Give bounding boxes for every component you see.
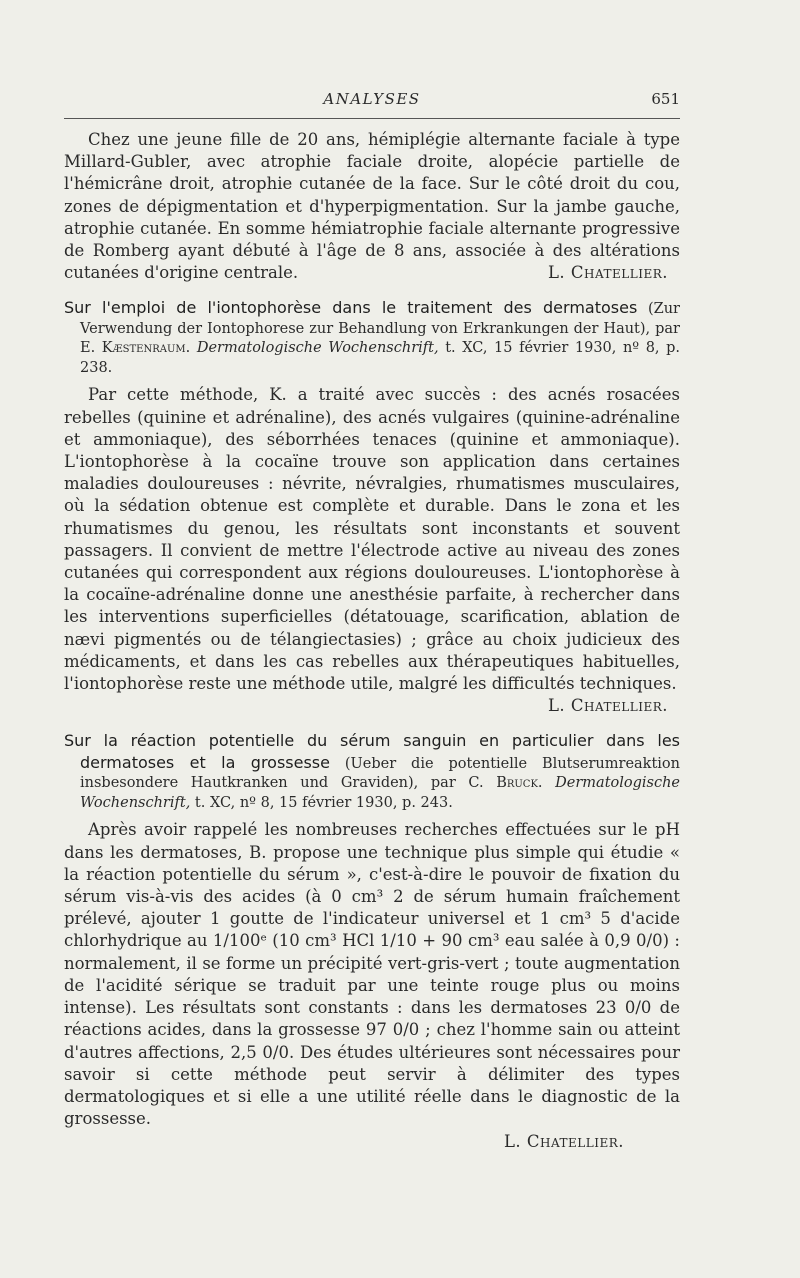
article-1-journal: Dermatologische Wochenschrift, xyxy=(196,340,439,357)
article-1-author: Kæstenraum. xyxy=(101,340,191,357)
article-1-body xyxy=(64,384,680,716)
article-2-journal: Dermatologische Wochenschrift, xyxy=(80,775,681,811)
article-2-body: Après avoir rappelé les nombreuses recherches effectuées sur le pH dans les dermatoses, B. propose une technique plus simple qui étudie « la réaction potentielle du sérum », c'est-à-dire le pouvoir de fixation du sérum vis-à-vis des acides (à 0 cm³ 2 de sérum humain fraîchement prélevé, ajouter 1 goutte de l'indicateur universel et 1 cm³ 5 d'acide chlorhydrique au 1/100ᵉ (10 cm³ HCl 1/10 + 90 cm³ eau salée à 0,9 0/0) : normalement, il se forme un précipité vert-gris-vert ; toute augmentation de l'acidité sérique se traduit par une teinte rouge plus ou moins intense). Les résultats sont constants : dans les dermatoses 23 0/0 de réactions acides, dans la grossesse 97 0/0 ; chez l'homme sain ou atteint d'autres affections, 2,5 0/0. Des études ultérieures sont nécessaires pour savoir si cette méthode peut servir à délimiter des types dermatologiques et si elle a une utilité réelle dans le diagnostic de la grossesse. xyxy=(64,820,680,1129)
article-1-heading xyxy=(64,298,680,378)
journal-page xyxy=(64,90,680,1151)
article-2-reference-prefix: (Ueber die potentielle Blutserumreaktion insbesondere Hautkranken und Graviden), par C. xyxy=(80,755,680,792)
article-1-title: Sur l'emploi de l'iontophorèse dans le traitement des dermatoses xyxy=(64,298,638,318)
article-2-heading xyxy=(64,731,680,813)
header-rule xyxy=(64,118,680,119)
intro-signature: L. Chatellier. xyxy=(547,263,668,283)
running-head xyxy=(64,90,680,112)
article-2-author: Bruck. xyxy=(496,775,543,792)
article-1-reference-suffix: t. XC, 15 février 1930, nº 8, p. 238. xyxy=(80,340,681,376)
article-2-title: Sur la réaction potentielle du sérum sanguin en particulier dans les dermatoses et la grossesse xyxy=(64,731,680,772)
article-1-reference-prefix: (Zur Verwendung der Iontophorese zur Behandlung von Erkrankungen der Haut), par E. xyxy=(80,301,680,357)
page-number: 651 xyxy=(651,90,680,108)
article-1-signature: L. Chatellier. xyxy=(547,696,668,716)
article-1-body-text: Par cette méthode, K. a traité avec succès : des acnés rosacées rebelles (quinine et adrénaline), des acnés vulgaires (quinine-adrénaline et ammoniaque), des séborrhées tenaces (quinine et ammoniaque). L'iontophorèse à la cocaïne trouve son application dans certaines maladies douloureuses : névrite, névralgies, rhumatismes musculaires, où la sédation obtenue est complète et durable. Dans le zona et les rhumatismes du genou, les résultats sont inconstants et souvent passagers. Il convient de mettre l'électrode active au niveau des zones cutanées qui correspondent aux régions douloureuses. L'iontophorèse à la cocaïne-adrénaline donne une anesthésie parfaite, à rechercher dans les interventions superficielles (détatouage, scarification, ablation de nævi pigmentés ou de télangiectasies) ; grâce au choix judicieux des médicaments, et dans les cas rebelles aux thérapeutiques habituelles, l'iontophorèse reste une méthode utile, malgré les difficultés techniques. xyxy=(64,385,680,694)
intro-text: Chez une jeune fille de 20 ans, hémiplégie alternante faciale à type Millard-Gubler, avec atrophie faciale droite, alopécie partielle de l'hémicrâne droit, atrophie cutanée de la face. Sur le côté droit du cou, zones de dépigmentation et d'hyperpigmentation. Sur la jambe gauche, atrophie cutanée. En somme hémiatrophie faciale alternante progressive de Romberg ayant débuté à l'âge de 8 ans, associée à des altérations cutanées d'origine centrale. xyxy=(64,130,680,283)
article-2-reference-suffix: t. XC, nº 8, 15 février 1930, p. 243. xyxy=(194,794,453,811)
intro-paragraph xyxy=(64,129,680,284)
article-2-signature: L. Chatellier. xyxy=(503,1132,624,1152)
section-title: ANALYSES xyxy=(323,90,421,108)
